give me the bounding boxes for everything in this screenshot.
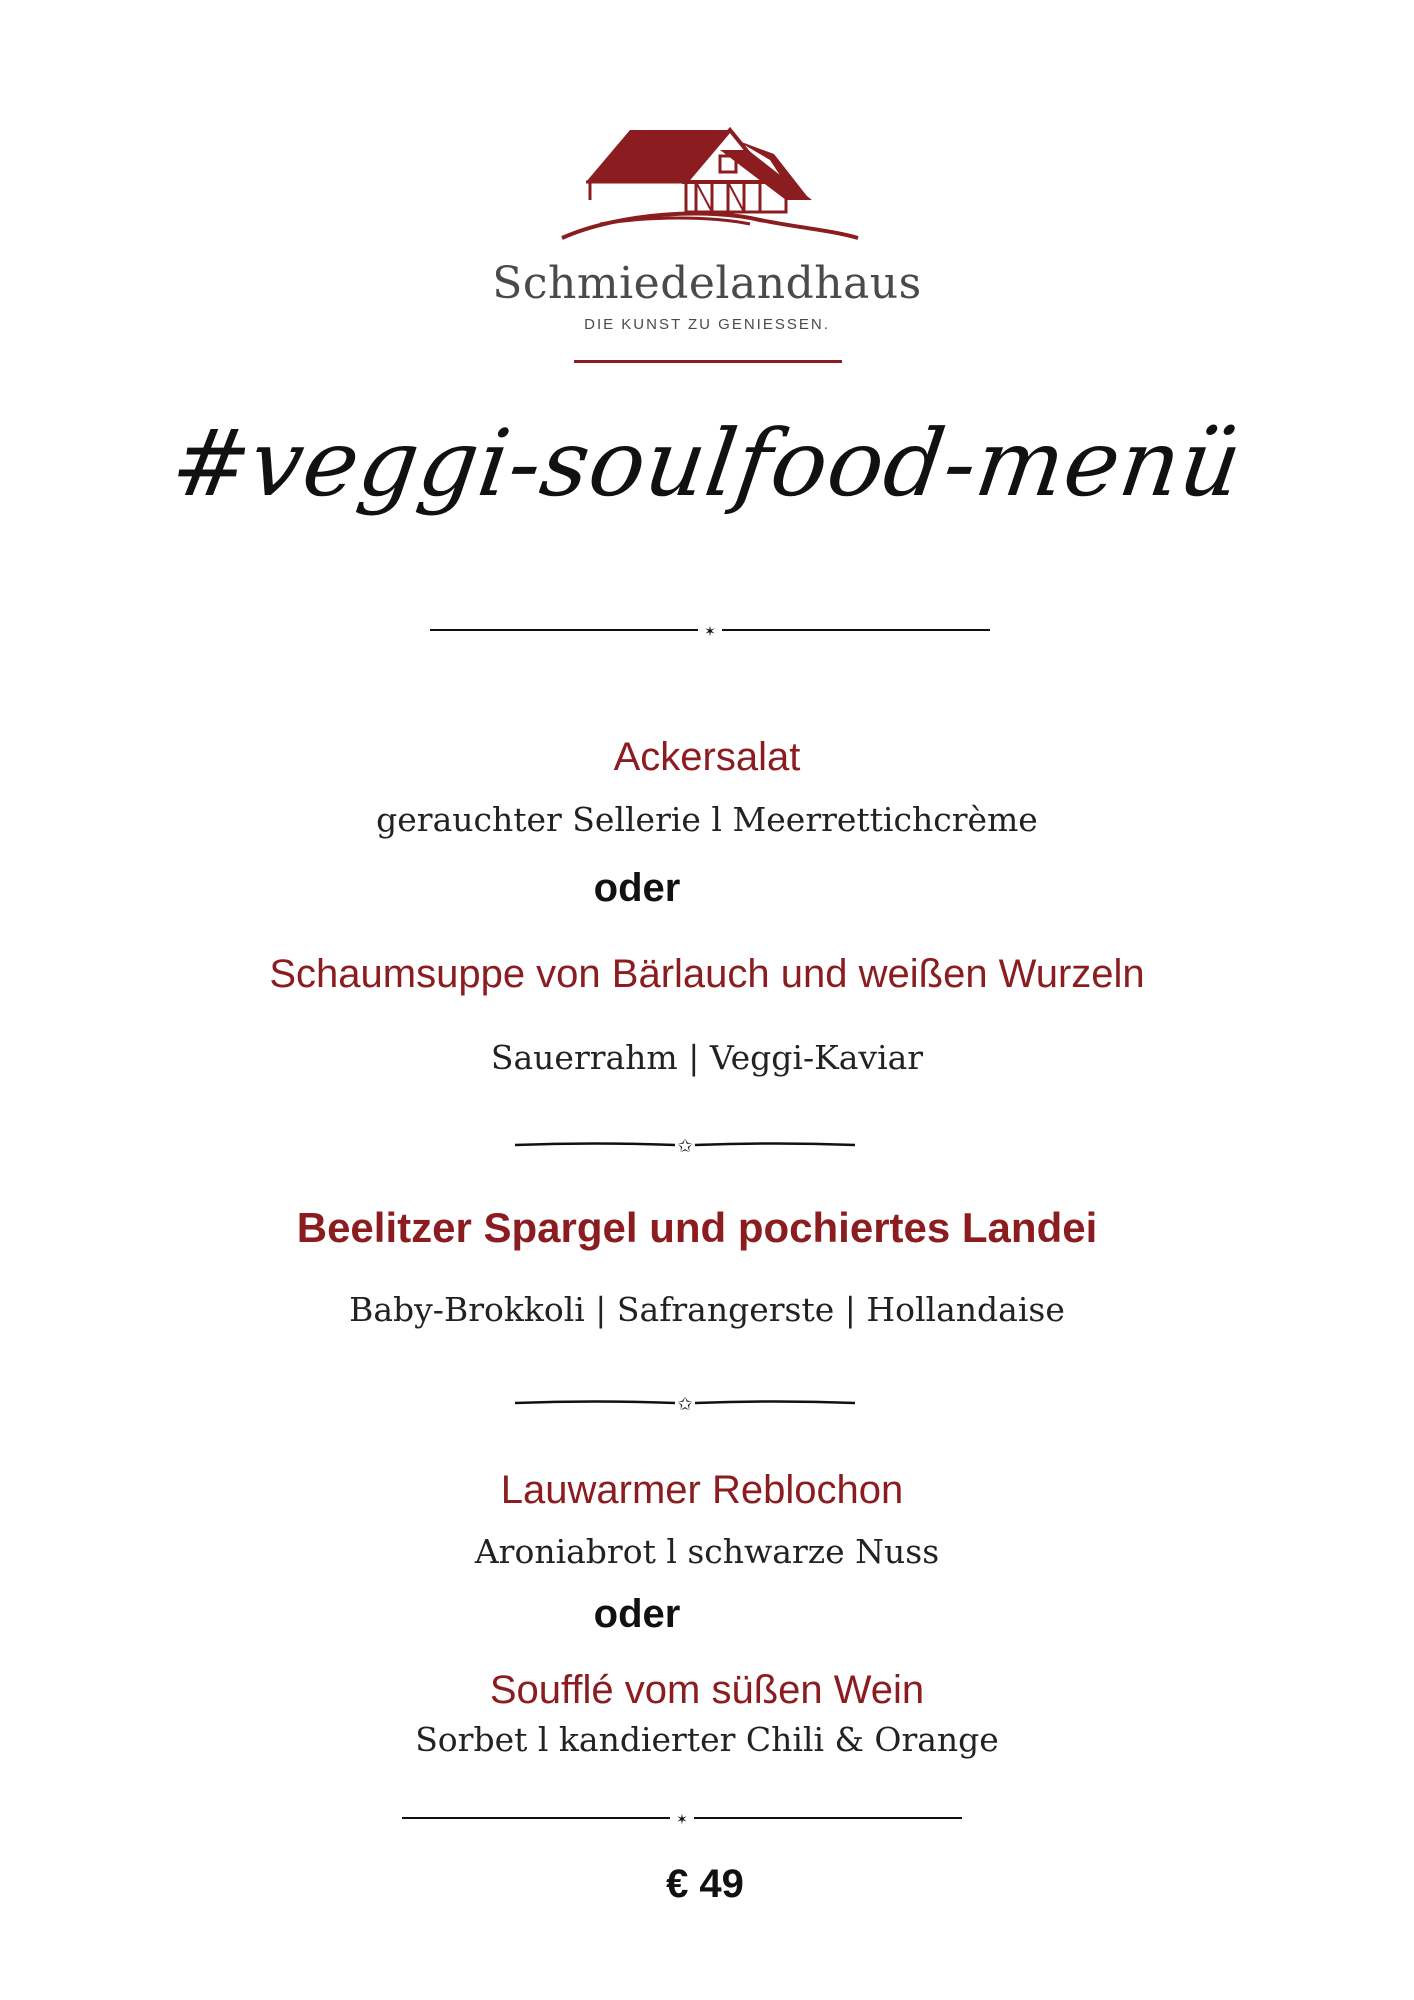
star-icon: ✶ [704, 624, 716, 640]
brand-name: Schmiedelandhaus [492, 258, 922, 309]
menu-title: #veggi-soulfood-menü [165, 410, 1249, 517]
menu-price: € 49 [666, 1862, 744, 1906]
starter-option1-name: Ackersalat [613, 735, 801, 779]
star-icon: ✶ [676, 1812, 688, 1828]
starter-or-label: oder [593, 866, 681, 910]
starter-option1-desc: gerauchter Sellerie l Meerrettichcrème [376, 800, 1038, 839]
dessert-option1-name: Lauwarmer Reblochon [500, 1468, 904, 1512]
star-icon: ✩ [677, 1136, 693, 1157]
ornament-divider [430, 620, 990, 640]
ornament-divider [402, 1808, 962, 1828]
main-course-desc: Baby-Brokkoli | Safrangerste | Hollandaise [349, 1290, 1065, 1329]
ornament-divider [515, 1133, 855, 1157]
brand-tagline: DIE KUNST ZU GENIESSEN. [584, 316, 830, 333]
main-course-name: Beelitzer Spargel und pochiertes Landei [296, 1204, 1098, 1251]
starter-option2-name: Schaumsuppe von Bärlauch und weißen Wurzeln [269, 952, 1145, 996]
dessert-or-label: oder [593, 1592, 681, 1636]
starter-option2-desc: Sauerrahm | Veggi-Kaviar [490, 1038, 924, 1077]
star-icon: ✩ [677, 1394, 693, 1415]
dessert-option1-desc: Aroniabrot l schwarze Nuss [474, 1532, 940, 1571]
brand-underline [574, 360, 842, 363]
ornament-divider [515, 1391, 855, 1415]
farmhouse-logo-icon [560, 120, 860, 250]
dessert-option2-desc: Sorbet l kandierter Chili & Orange [415, 1720, 999, 1759]
dessert-option2-name: Soufflé vom süßen Wein [489, 1668, 925, 1712]
